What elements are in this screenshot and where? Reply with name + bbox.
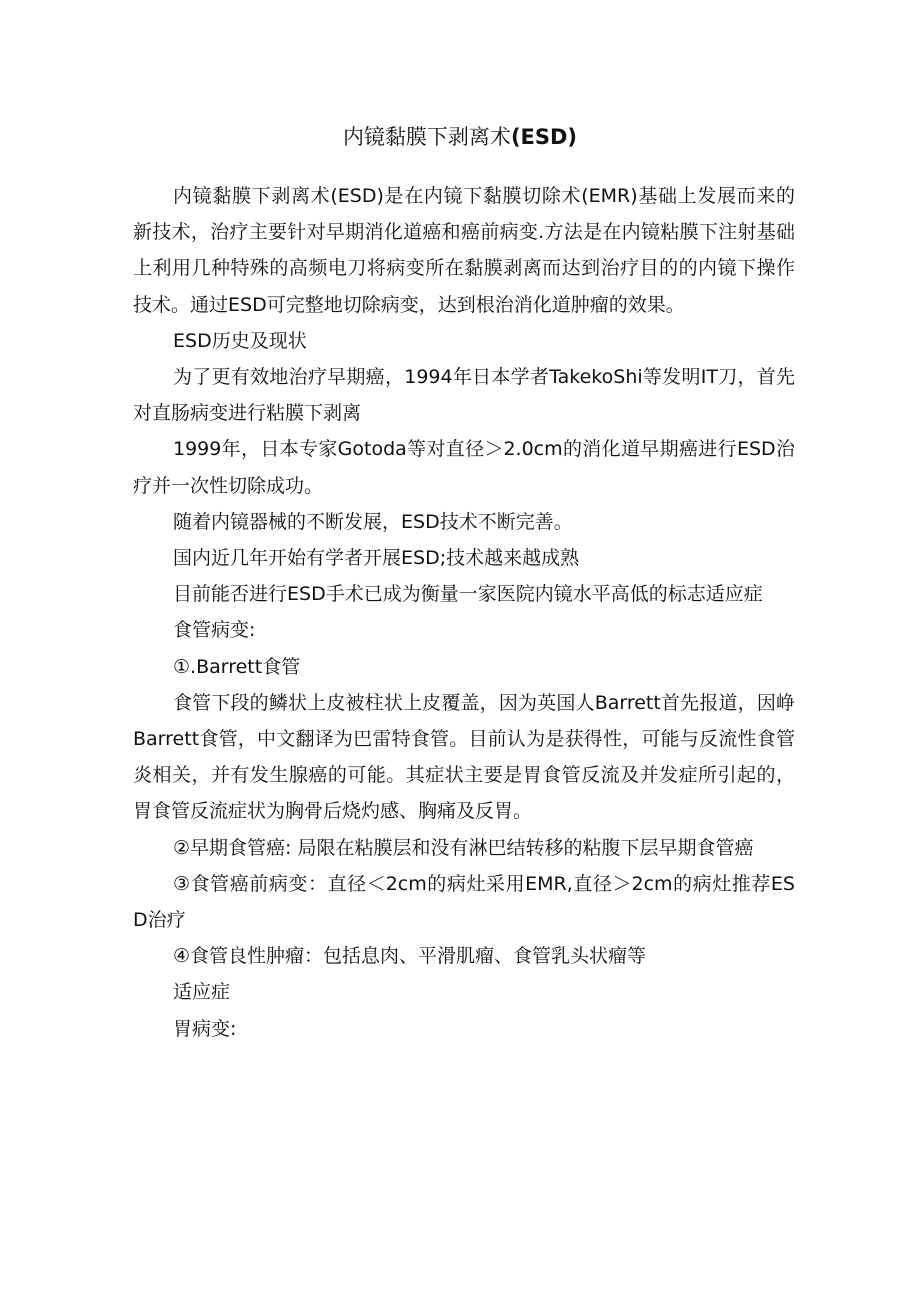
history-1994-paragraph: 为了更有效地治疗早期癌，1994年日本学者TakekoShi等发明IT刀，首先对直肠病变进行粘膜下剥离 xyxy=(133,366,795,425)
domestic-paragraph: 国内近几年开始有学者开展ESD;技术越来越成熟 xyxy=(173,547,580,570)
intro-paragraph: 内镜黏膜下剥离术(ESD)是在内镜下黏膜切除术(EMR)基础上发展而来的新技术，治疗主要针对早期消化道癌和癌前病变.方法是在内镜粘膜下注射基础上利用几种特殊的高频电刀将病变所在黏膜剥离而达到治疗目的的内镜下操作技术。通过ESD可完整地切除病变，达到根治消化道肿瘤的效果。 xyxy=(133,185,795,316)
barrett-paragraph: 食管下段的鳞状上皮被柱状上皮覆盖，因为英国人Barrett首先报道，因峥Barrett食管，中文翻译为巴雷特食管。目前认为是获得性，可能与反流性食管炎相关，并有发生腺癌的可能。其症状主要是胃食管反流及并发症所引起的，胃食管反流症状为胸骨后烧灼感、胸痛及反胃。 xyxy=(133,691,795,823)
benign-tumor-item: ④食管良性肿瘤：包括息肉、平滑肌瘤、食管乳头状瘤等 xyxy=(173,945,647,968)
stomach-heading: 胃病变: xyxy=(173,1017,237,1040)
document-body xyxy=(133,178,795,1047)
title-chinese: 内镜黏膜下剥离术 xyxy=(342,125,511,149)
early-cancer-item: ②早期食管癌: 局限在粘膜层和没有淋巴结转移的粘腹下层早期食管癌 xyxy=(173,836,754,859)
barrett-heading: ①.Barrett食管 xyxy=(173,655,301,678)
document-title xyxy=(0,120,920,154)
history-1999-paragraph: 1999年，日本专家Gotoda等对直径＞2.0cm的消化道早期癌进行ESD治疗并一次性切除成功。 xyxy=(133,438,795,497)
precancer-item: ③食管癌前病变：直径＜2cm的病灶采用EMR,直径＞2cm的病灶推荐ESD治疗 xyxy=(133,872,795,932)
esophagus-heading: 食管病变: xyxy=(173,619,256,642)
indication-heading: 适应症 xyxy=(173,981,231,1004)
title-abbreviation: (ESD) xyxy=(510,125,578,149)
current-status-paragraph: 目前能否进行ESD手术已成为衡量一家医院内镜水平高低的标志适应症 xyxy=(173,583,763,606)
development-paragraph: 随着内镜器械的不断发展，ESD技术不断完善。 xyxy=(173,510,573,533)
history-heading: ESD历史及现状 xyxy=(173,329,307,352)
